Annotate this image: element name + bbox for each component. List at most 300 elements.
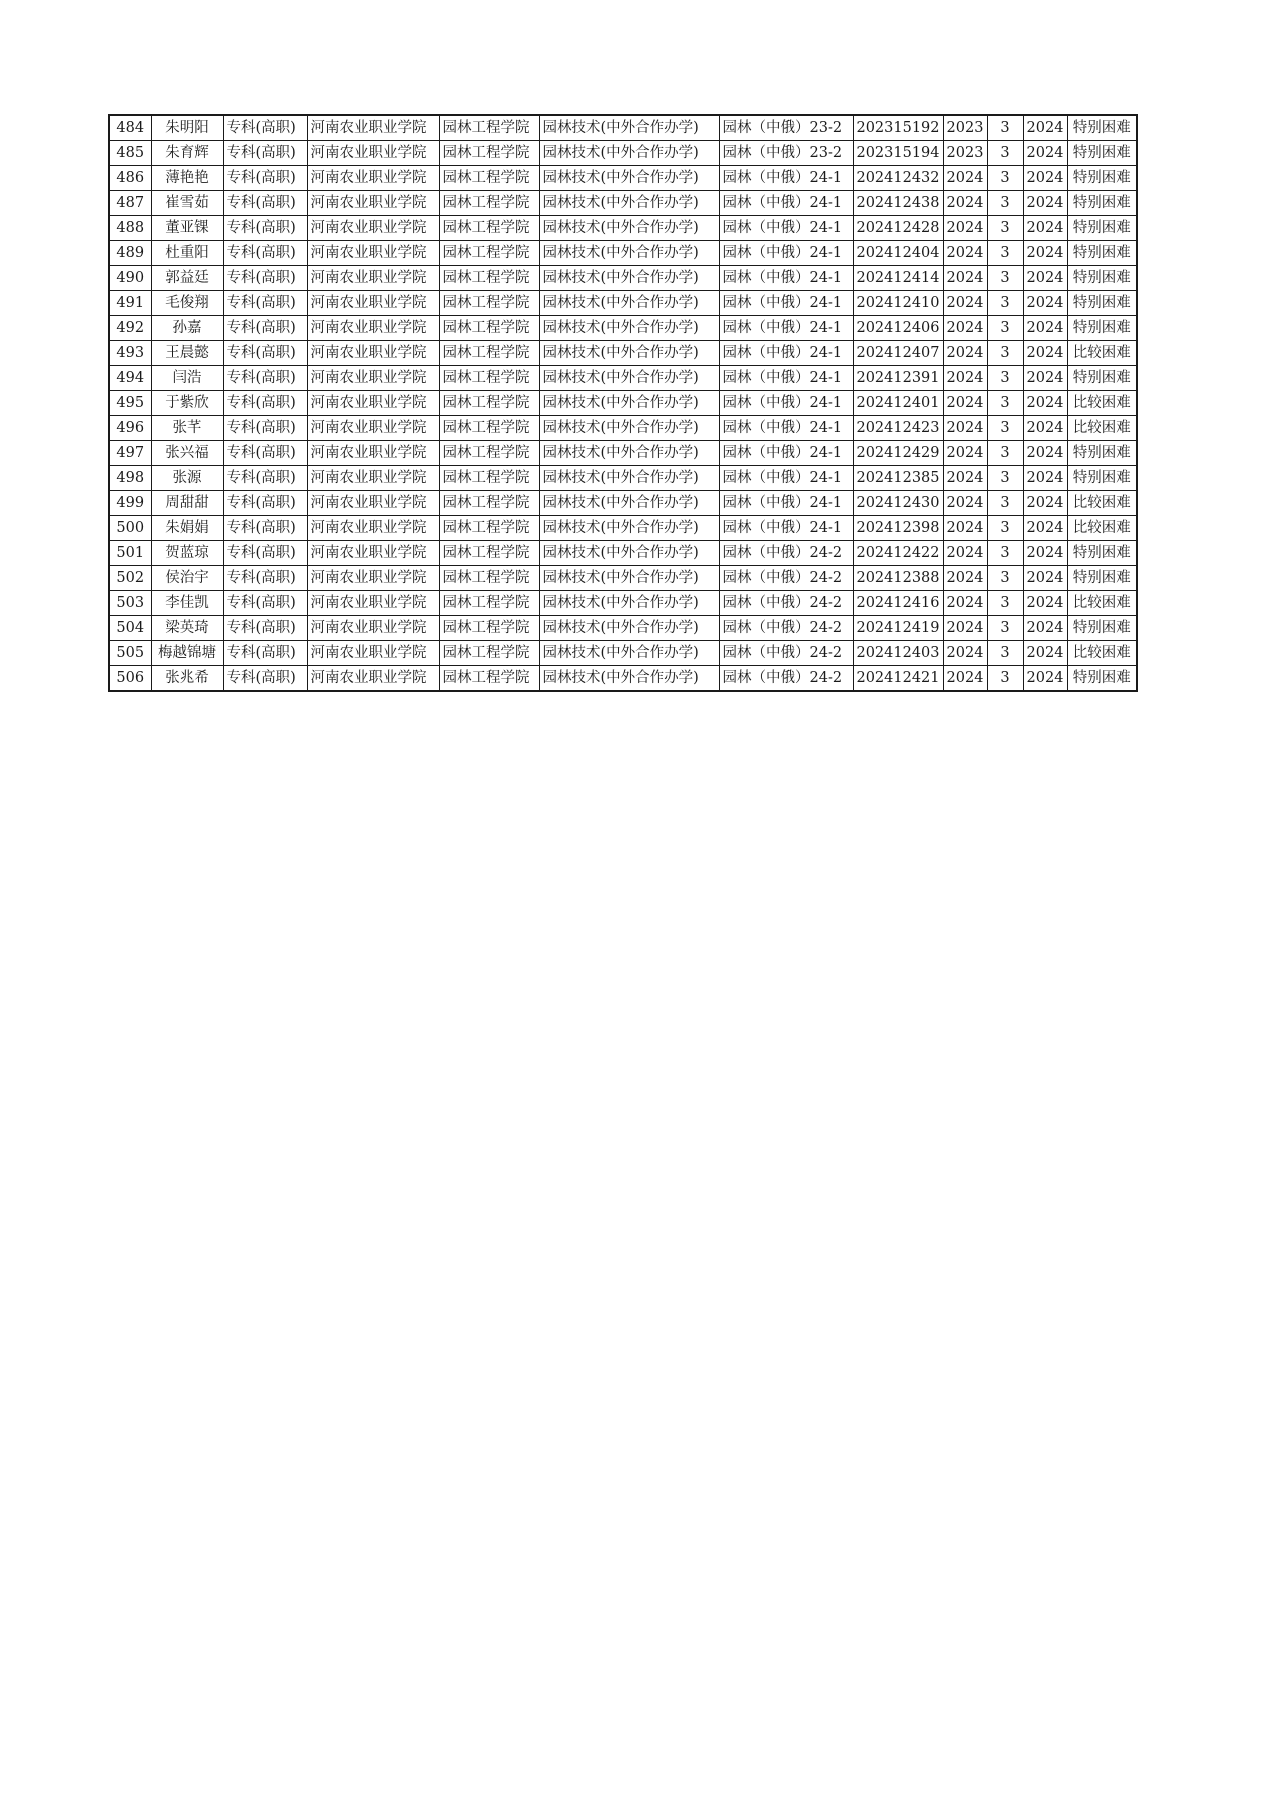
cell-class: 园林（中俄）24-1 xyxy=(719,191,853,216)
cell-program-years: 3 xyxy=(987,591,1023,616)
cell-program-years: 3 xyxy=(987,141,1023,166)
cell-grade: 2024 xyxy=(943,616,987,641)
cell-school: 河南农业职业学院 xyxy=(307,166,439,191)
cell-major: 园林技术(中外合作办学) xyxy=(539,191,719,216)
cell-difficulty-level: 特别困难 xyxy=(1067,441,1137,466)
cell-college: 园林工程学院 xyxy=(439,566,539,591)
cell-year: 2024 xyxy=(1023,416,1067,441)
cell-student-id: 202412403 xyxy=(853,641,943,666)
cell-grade: 2024 xyxy=(943,416,987,441)
cell-education-level: 专科(高职) xyxy=(223,641,307,666)
cell-year: 2024 xyxy=(1023,441,1067,466)
cell-difficulty-level: 比较困难 xyxy=(1067,516,1137,541)
cell-student-id: 202315192 xyxy=(853,115,943,141)
cell-education-level: 专科(高职) xyxy=(223,115,307,141)
cell-education-level: 专科(高职) xyxy=(223,441,307,466)
cell-school: 河南农业职业学院 xyxy=(307,115,439,141)
cell-major: 园林技术(中外合作办学) xyxy=(539,115,719,141)
cell-major: 园林技术(中外合作办学) xyxy=(539,216,719,241)
cell-year: 2024 xyxy=(1023,316,1067,341)
cell-education-level: 专科(高职) xyxy=(223,541,307,566)
cell-student-name: 朱娟娟 xyxy=(151,516,223,541)
cell-school: 河南农业职业学院 xyxy=(307,466,439,491)
cell-college: 园林工程学院 xyxy=(439,166,539,191)
cell-college: 园林工程学院 xyxy=(439,115,539,141)
cell-grade: 2024 xyxy=(943,441,987,466)
cell-college: 园林工程学院 xyxy=(439,216,539,241)
table-row xyxy=(109,316,1137,341)
cell-difficulty-level: 比较困难 xyxy=(1067,341,1137,366)
cell-class: 园林（中俄）24-2 xyxy=(719,666,853,692)
cell-class: 园林（中俄）24-2 xyxy=(719,591,853,616)
cell-difficulty-level: 特别困难 xyxy=(1067,241,1137,266)
cell-education-level: 专科(高职) xyxy=(223,616,307,641)
cell-program-years: 3 xyxy=(987,191,1023,216)
cell-student-name: 张芊 xyxy=(151,416,223,441)
student-roster-table xyxy=(108,114,1138,692)
cell-row-number: 493 xyxy=(109,341,151,366)
cell-school: 河南农业职业学院 xyxy=(307,216,439,241)
cell-student-id: 202412429 xyxy=(853,441,943,466)
table-row xyxy=(109,241,1137,266)
cell-row-number: 501 xyxy=(109,541,151,566)
cell-class: 园林（中俄）23-2 xyxy=(719,115,853,141)
table-row xyxy=(109,641,1137,666)
table-row xyxy=(109,466,1137,491)
cell-education-level: 专科(高职) xyxy=(223,341,307,366)
cell-education-level: 专科(高职) xyxy=(223,516,307,541)
cell-college: 园林工程学院 xyxy=(439,291,539,316)
cell-class: 园林（中俄）24-1 xyxy=(719,316,853,341)
cell-college: 园林工程学院 xyxy=(439,141,539,166)
cell-student-id: 202412422 xyxy=(853,541,943,566)
table-row xyxy=(109,166,1137,191)
cell-class: 园林（中俄）24-1 xyxy=(719,366,853,391)
cell-grade: 2024 xyxy=(943,341,987,366)
cell-grade: 2024 xyxy=(943,516,987,541)
cell-class: 园林（中俄）24-1 xyxy=(719,516,853,541)
table-row xyxy=(109,216,1137,241)
cell-year: 2024 xyxy=(1023,115,1067,141)
cell-year: 2024 xyxy=(1023,616,1067,641)
cell-school: 河南农业职业学院 xyxy=(307,141,439,166)
cell-major: 园林技术(中外合作办学) xyxy=(539,341,719,366)
cell-student-name: 梁英琦 xyxy=(151,616,223,641)
table-row xyxy=(109,416,1137,441)
cell-grade: 2024 xyxy=(943,216,987,241)
cell-year: 2024 xyxy=(1023,591,1067,616)
cell-row-number: 498 xyxy=(109,466,151,491)
cell-major: 园林技术(中外合作办学) xyxy=(539,316,719,341)
cell-major: 园林技术(中外合作办学) xyxy=(539,366,719,391)
cell-row-number: 492 xyxy=(109,316,151,341)
cell-education-level: 专科(高职) xyxy=(223,291,307,316)
cell-student-name: 周甜甜 xyxy=(151,491,223,516)
cell-education-level: 专科(高职) xyxy=(223,466,307,491)
cell-student-name: 王晨懿 xyxy=(151,341,223,366)
cell-college: 园林工程学院 xyxy=(439,191,539,216)
cell-school: 河南农业职业学院 xyxy=(307,541,439,566)
cell-student-id: 202412385 xyxy=(853,466,943,491)
table-row xyxy=(109,366,1137,391)
cell-grade: 2024 xyxy=(943,241,987,266)
cell-student-name: 贺蓝琼 xyxy=(151,541,223,566)
cell-class: 园林（中俄）24-1 xyxy=(719,291,853,316)
table-row xyxy=(109,616,1137,641)
cell-row-number: 499 xyxy=(109,491,151,516)
cell-student-id: 202412428 xyxy=(853,216,943,241)
cell-program-years: 3 xyxy=(987,366,1023,391)
cell-education-level: 专科(高职) xyxy=(223,391,307,416)
cell-school: 河南农业职业学院 xyxy=(307,341,439,366)
cell-difficulty-level: 特别困难 xyxy=(1067,141,1137,166)
cell-difficulty-level: 特别困难 xyxy=(1067,366,1137,391)
cell-school: 河南农业职业学院 xyxy=(307,266,439,291)
cell-difficulty-level: 特别困难 xyxy=(1067,115,1137,141)
cell-year: 2024 xyxy=(1023,166,1067,191)
cell-student-name: 杜重阳 xyxy=(151,241,223,266)
cell-school: 河南农业职业学院 xyxy=(307,241,439,266)
cell-difficulty-level: 比较困难 xyxy=(1067,591,1137,616)
cell-major: 园林技术(中外合作办学) xyxy=(539,541,719,566)
cell-row-number: 502 xyxy=(109,566,151,591)
cell-grade: 2024 xyxy=(943,591,987,616)
cell-row-number: 489 xyxy=(109,241,151,266)
cell-school: 河南农业职业学院 xyxy=(307,516,439,541)
table-row xyxy=(109,291,1137,316)
table-row xyxy=(109,391,1137,416)
cell-student-id: 202412391 xyxy=(853,366,943,391)
cell-grade: 2024 xyxy=(943,266,987,291)
cell-difficulty-level: 比较困难 xyxy=(1067,641,1137,666)
cell-difficulty-level: 特别困难 xyxy=(1067,541,1137,566)
cell-program-years: 3 xyxy=(987,666,1023,692)
table-row xyxy=(109,341,1137,366)
table-row xyxy=(109,541,1137,566)
cell-year: 2024 xyxy=(1023,391,1067,416)
cell-program-years: 3 xyxy=(987,291,1023,316)
cell-row-number: 494 xyxy=(109,366,151,391)
cell-difficulty-level: 特别困难 xyxy=(1067,216,1137,241)
cell-student-id: 202412419 xyxy=(853,616,943,641)
cell-major: 园林技术(中外合作办学) xyxy=(539,241,719,266)
cell-education-level: 专科(高职) xyxy=(223,241,307,266)
table-row xyxy=(109,266,1137,291)
cell-year: 2024 xyxy=(1023,341,1067,366)
cell-major: 园林技术(中外合作办学) xyxy=(539,616,719,641)
cell-year: 2024 xyxy=(1023,516,1067,541)
cell-school: 河南农业职业学院 xyxy=(307,441,439,466)
cell-difficulty-level: 特别困难 xyxy=(1067,466,1137,491)
cell-school: 河南农业职业学院 xyxy=(307,416,439,441)
cell-row-number: 503 xyxy=(109,591,151,616)
cell-difficulty-level: 特别困难 xyxy=(1067,266,1137,291)
cell-student-id: 202412414 xyxy=(853,266,943,291)
cell-college: 园林工程学院 xyxy=(439,391,539,416)
cell-program-years: 3 xyxy=(987,566,1023,591)
cell-class: 园林（中俄）24-1 xyxy=(719,391,853,416)
cell-difficulty-level: 特别困难 xyxy=(1067,316,1137,341)
cell-student-id: 202412438 xyxy=(853,191,943,216)
cell-grade: 2024 xyxy=(943,491,987,516)
cell-difficulty-level: 比较困难 xyxy=(1067,391,1137,416)
roster-body xyxy=(109,115,1137,691)
table-row xyxy=(109,441,1137,466)
table-row xyxy=(109,566,1137,591)
cell-major: 园林技术(中外合作办学) xyxy=(539,441,719,466)
table-row xyxy=(109,141,1137,166)
cell-class: 园林（中俄）24-1 xyxy=(719,166,853,191)
cell-program-years: 3 xyxy=(987,491,1023,516)
cell-school: 河南农业职业学院 xyxy=(307,316,439,341)
cell-student-name: 闫浩 xyxy=(151,366,223,391)
cell-difficulty-level: 比较困难 xyxy=(1067,491,1137,516)
cell-year: 2024 xyxy=(1023,466,1067,491)
cell-education-level: 专科(高职) xyxy=(223,666,307,692)
cell-grade: 2024 xyxy=(943,316,987,341)
cell-education-level: 专科(高职) xyxy=(223,266,307,291)
cell-year: 2024 xyxy=(1023,216,1067,241)
cell-grade: 2023 xyxy=(943,141,987,166)
cell-program-years: 3 xyxy=(987,266,1023,291)
cell-year: 2024 xyxy=(1023,241,1067,266)
cell-year: 2024 xyxy=(1023,541,1067,566)
cell-class: 园林（中俄）24-1 xyxy=(719,241,853,266)
cell-student-name: 张兴福 xyxy=(151,441,223,466)
cell-student-id: 202412432 xyxy=(853,166,943,191)
cell-education-level: 专科(高职) xyxy=(223,216,307,241)
cell-grade: 2024 xyxy=(943,391,987,416)
cell-difficulty-level: 特别困难 xyxy=(1067,191,1137,216)
cell-student-id: 202412407 xyxy=(853,341,943,366)
cell-grade: 2024 xyxy=(943,291,987,316)
cell-grade: 2024 xyxy=(943,366,987,391)
cell-year: 2024 xyxy=(1023,641,1067,666)
cell-grade: 2023 xyxy=(943,115,987,141)
cell-student-id: 202412406 xyxy=(853,316,943,341)
cell-education-level: 专科(高职) xyxy=(223,491,307,516)
cell-major: 园林技术(中外合作办学) xyxy=(539,666,719,692)
cell-student-id: 202412410 xyxy=(853,291,943,316)
cell-class: 园林（中俄）24-1 xyxy=(719,441,853,466)
cell-class: 园林（中俄）24-2 xyxy=(719,616,853,641)
cell-school: 河南农业职业学院 xyxy=(307,291,439,316)
cell-school: 河南农业职业学院 xyxy=(307,641,439,666)
cell-college: 园林工程学院 xyxy=(439,666,539,692)
cell-student-id: 202412401 xyxy=(853,391,943,416)
table-row xyxy=(109,591,1137,616)
cell-education-level: 专科(高职) xyxy=(223,566,307,591)
cell-college: 园林工程学院 xyxy=(439,491,539,516)
cell-student-name: 朱育辉 xyxy=(151,141,223,166)
cell-difficulty-level: 特别困难 xyxy=(1067,616,1137,641)
table-row xyxy=(109,191,1137,216)
cell-year: 2024 xyxy=(1023,266,1067,291)
cell-student-name: 孙嘉 xyxy=(151,316,223,341)
cell-student-name: 朱明阳 xyxy=(151,115,223,141)
cell-grade: 2024 xyxy=(943,466,987,491)
cell-program-years: 3 xyxy=(987,441,1023,466)
cell-class: 园林（中俄）24-2 xyxy=(719,641,853,666)
cell-education-level: 专科(高职) xyxy=(223,191,307,216)
cell-college: 园林工程学院 xyxy=(439,266,539,291)
cell-row-number: 484 xyxy=(109,115,151,141)
cell-class: 园林（中俄）24-2 xyxy=(719,541,853,566)
cell-education-level: 专科(高职) xyxy=(223,316,307,341)
cell-program-years: 3 xyxy=(987,616,1023,641)
cell-grade: 2024 xyxy=(943,166,987,191)
cell-education-level: 专科(高职) xyxy=(223,366,307,391)
cell-student-name: 毛俊翔 xyxy=(151,291,223,316)
cell-college: 园林工程学院 xyxy=(439,591,539,616)
cell-row-number: 497 xyxy=(109,441,151,466)
cell-class: 园林（中俄）24-1 xyxy=(719,341,853,366)
cell-major: 园林技术(中外合作办学) xyxy=(539,641,719,666)
cell-row-number: 490 xyxy=(109,266,151,291)
cell-college: 园林工程学院 xyxy=(439,341,539,366)
cell-row-number: 504 xyxy=(109,616,151,641)
cell-difficulty-level: 特别困难 xyxy=(1067,291,1137,316)
cell-program-years: 3 xyxy=(987,216,1023,241)
cell-student-name: 于紫欣 xyxy=(151,391,223,416)
cell-student-id: 202412421 xyxy=(853,666,943,692)
cell-grade: 2024 xyxy=(943,666,987,692)
cell-student-name: 侯治宇 xyxy=(151,566,223,591)
cell-row-number: 495 xyxy=(109,391,151,416)
cell-program-years: 3 xyxy=(987,516,1023,541)
cell-school: 河南农业职业学院 xyxy=(307,491,439,516)
cell-college: 园林工程学院 xyxy=(439,241,539,266)
cell-row-number: 505 xyxy=(109,641,151,666)
table-row xyxy=(109,491,1137,516)
cell-class: 园林（中俄）23-2 xyxy=(719,141,853,166)
cell-row-number: 487 xyxy=(109,191,151,216)
cell-major: 园林技术(中外合作办学) xyxy=(539,266,719,291)
cell-education-level: 专科(高职) xyxy=(223,141,307,166)
cell-student-id: 202412388 xyxy=(853,566,943,591)
cell-student-id: 202412398 xyxy=(853,516,943,541)
cell-row-number: 485 xyxy=(109,141,151,166)
cell-major: 园林技术(中外合作办学) xyxy=(539,141,719,166)
cell-student-name: 梅越锦塘 xyxy=(151,641,223,666)
cell-student-id: 202315194 xyxy=(853,141,943,166)
cell-program-years: 3 xyxy=(987,341,1023,366)
cell-program-years: 3 xyxy=(987,166,1023,191)
cell-major: 园林技术(中外合作办学) xyxy=(539,591,719,616)
cell-school: 河南农业职业学院 xyxy=(307,616,439,641)
cell-year: 2024 xyxy=(1023,191,1067,216)
table-row xyxy=(109,666,1137,692)
cell-class: 园林（中俄）24-1 xyxy=(719,466,853,491)
table-row xyxy=(109,115,1137,141)
cell-year: 2024 xyxy=(1023,666,1067,692)
cell-student-id: 202412430 xyxy=(853,491,943,516)
cell-school: 河南农业职业学院 xyxy=(307,191,439,216)
cell-college: 园林工程学院 xyxy=(439,366,539,391)
cell-program-years: 3 xyxy=(987,416,1023,441)
cell-year: 2024 xyxy=(1023,291,1067,316)
cell-major: 园林技术(中外合作办学) xyxy=(539,491,719,516)
cell-student-id: 202412416 xyxy=(853,591,943,616)
cell-grade: 2024 xyxy=(943,191,987,216)
cell-row-number: 486 xyxy=(109,166,151,191)
cell-college: 园林工程学院 xyxy=(439,616,539,641)
cell-class: 园林（中俄）24-1 xyxy=(719,491,853,516)
cell-student-name: 张源 xyxy=(151,466,223,491)
cell-student-id: 202412404 xyxy=(853,241,943,266)
cell-program-years: 3 xyxy=(987,466,1023,491)
cell-college: 园林工程学院 xyxy=(439,441,539,466)
cell-major: 园林技术(中外合作办学) xyxy=(539,516,719,541)
cell-year: 2024 xyxy=(1023,366,1067,391)
cell-college: 园林工程学院 xyxy=(439,466,539,491)
cell-year: 2024 xyxy=(1023,566,1067,591)
cell-grade: 2024 xyxy=(943,566,987,591)
cell-year: 2024 xyxy=(1023,491,1067,516)
cell-student-name: 郭益廷 xyxy=(151,266,223,291)
cell-year: 2024 xyxy=(1023,141,1067,166)
cell-program-years: 3 xyxy=(987,391,1023,416)
cell-student-name: 李佳凯 xyxy=(151,591,223,616)
cell-grade: 2024 xyxy=(943,541,987,566)
cell-student-name: 董亚锞 xyxy=(151,216,223,241)
cell-college: 园林工程学院 xyxy=(439,516,539,541)
cell-program-years: 3 xyxy=(987,115,1023,141)
cell-program-years: 3 xyxy=(987,316,1023,341)
cell-student-name: 崔雪茹 xyxy=(151,191,223,216)
cell-major: 园林技术(中外合作办学) xyxy=(539,566,719,591)
cell-college: 园林工程学院 xyxy=(439,416,539,441)
cell-row-number: 491 xyxy=(109,291,151,316)
table-row xyxy=(109,516,1137,541)
cell-school: 河南农业职业学院 xyxy=(307,391,439,416)
cell-major: 园林技术(中外合作办学) xyxy=(539,291,719,316)
cell-student-name: 张兆希 xyxy=(151,666,223,692)
cell-class: 园林（中俄）24-1 xyxy=(719,216,853,241)
cell-education-level: 专科(高职) xyxy=(223,416,307,441)
cell-difficulty-level: 特别困难 xyxy=(1067,566,1137,591)
cell-difficulty-level: 特别困难 xyxy=(1067,166,1137,191)
cell-education-level: 专科(高职) xyxy=(223,591,307,616)
cell-program-years: 3 xyxy=(987,641,1023,666)
cell-college: 园林工程学院 xyxy=(439,641,539,666)
cell-major: 园林技术(中外合作办学) xyxy=(539,466,719,491)
cell-program-years: 3 xyxy=(987,241,1023,266)
cell-class: 园林（中俄）24-2 xyxy=(719,566,853,591)
cell-school: 河南农业职业学院 xyxy=(307,366,439,391)
cell-difficulty-level: 特别困难 xyxy=(1067,666,1137,692)
cell-education-level: 专科(高职) xyxy=(223,166,307,191)
cell-major: 园林技术(中外合作办学) xyxy=(539,391,719,416)
cell-college: 园林工程学院 xyxy=(439,541,539,566)
cell-major: 园林技术(中外合作办学) xyxy=(539,166,719,191)
cell-grade: 2024 xyxy=(943,641,987,666)
cell-row-number: 488 xyxy=(109,216,151,241)
cell-row-number: 496 xyxy=(109,416,151,441)
cell-difficulty-level: 比较困难 xyxy=(1067,416,1137,441)
cell-student-id: 202412423 xyxy=(853,416,943,441)
cell-school: 河南农业职业学院 xyxy=(307,666,439,692)
cell-class: 园林（中俄）24-1 xyxy=(719,416,853,441)
cell-class: 园林（中俄）24-1 xyxy=(719,266,853,291)
cell-row-number: 506 xyxy=(109,666,151,692)
cell-row-number: 500 xyxy=(109,516,151,541)
cell-major: 园林技术(中外合作办学) xyxy=(539,416,719,441)
cell-college: 园林工程学院 xyxy=(439,316,539,341)
cell-school: 河南农业职业学院 xyxy=(307,566,439,591)
cell-program-years: 3 xyxy=(987,541,1023,566)
cell-school: 河南农业职业学院 xyxy=(307,591,439,616)
